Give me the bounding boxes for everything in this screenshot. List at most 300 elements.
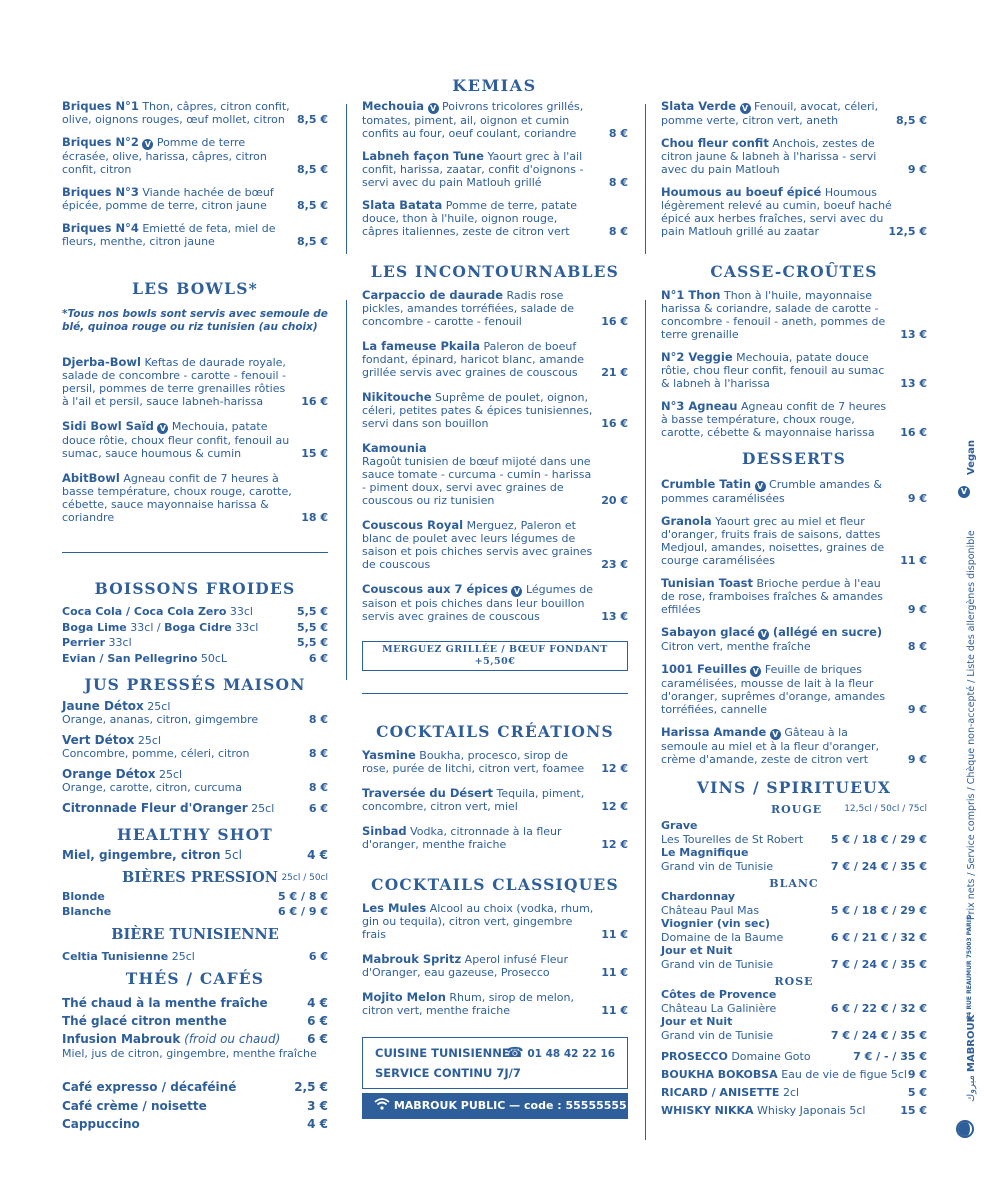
tea-row bbox=[62, 994, 328, 1012]
item-price: 8,5 € bbox=[297, 163, 328, 176]
juice-desc: Orange, ananas, citron, gimgembre bbox=[62, 713, 259, 726]
beer-price: 6 € / 9 € bbox=[278, 905, 328, 918]
wine-desc: Domaine de la Baume bbox=[661, 930, 784, 944]
menu-item bbox=[661, 100, 927, 127]
juice-size: 25cl bbox=[251, 802, 275, 815]
item-name: Granola bbox=[661, 514, 712, 528]
item-desc: Anchois, zestes de citron jaune & labneh à l'harissa - servi avec du pain Matlouh bbox=[661, 137, 877, 176]
item-desc: Alcool au choix (vodka, rhum, gin ou tequila), citron vert, gingembre frais bbox=[362, 902, 594, 941]
item-name: AbitBowl bbox=[62, 471, 120, 485]
desserts-title: DESSERTS bbox=[741, 449, 847, 468]
menu-item bbox=[62, 222, 328, 248]
menu-item bbox=[661, 137, 927, 176]
menu-item bbox=[661, 577, 927, 616]
wine-item bbox=[661, 890, 927, 917]
juice-size: 25cl bbox=[159, 768, 183, 781]
juice-price: 6 € bbox=[308, 802, 328, 815]
healthy-row bbox=[62, 848, 328, 864]
wine-item bbox=[661, 819, 927, 846]
item-desc: Tequila, piment, concombre, citron vert, miel bbox=[362, 787, 585, 813]
wine-desc: Grand vin de Tunisie bbox=[661, 859, 774, 873]
item-price: 11 € bbox=[900, 554, 927, 567]
beer-row bbox=[62, 889, 328, 905]
vegan-icon: V bbox=[755, 481, 766, 492]
item-desc: Vodka, citronnade à la fleur d'oranger, menthe fraiche bbox=[362, 825, 562, 851]
wine-price: 6 € / 21 € / 32 € bbox=[830, 930, 927, 944]
item-desc: Ragoût tunisien de bœuf mijoté dans une sauce tomate - curcuma - cumin - harissa - piment doux, servi avec graines de couscous ou riz tunisien bbox=[362, 455, 592, 507]
item-name: Sinbad bbox=[362, 824, 407, 838]
vegan-icon: V bbox=[758, 629, 769, 640]
wine-name: Jour et Nuit bbox=[661, 1015, 733, 1028]
item-name: Chou fleur confit bbox=[661, 136, 769, 150]
item-price: 16 € bbox=[301, 395, 328, 408]
drink-size: 33cl / bbox=[126, 620, 165, 634]
juice-desc: Concombre, pomme, céleri, citron bbox=[62, 747, 250, 760]
item-price: 15 € bbox=[301, 447, 328, 460]
column-right bbox=[661, 100, 927, 1120]
wine-desc: Les Tourelles de St Robert bbox=[661, 832, 804, 846]
juice-name: Vert Détox bbox=[62, 733, 135, 747]
item-name: N°3 Agneau bbox=[661, 399, 738, 413]
drink-name: Boga Cidre bbox=[164, 620, 232, 634]
spirit-name: BOUKHA BOKOBSA bbox=[661, 1068, 778, 1081]
wine-name: Grave bbox=[661, 819, 698, 832]
item-price: 8 € bbox=[907, 640, 927, 653]
item-name: La fameuse Pkaila bbox=[362, 339, 480, 353]
menu-item bbox=[661, 726, 927, 766]
item-price: 9 € bbox=[907, 163, 927, 176]
tea-row bbox=[62, 1030, 328, 1060]
casse-title: CASSE-CROÛTES bbox=[710, 262, 878, 281]
item-desc: Thon à l'huile, mayonnaise harissa & coriandre, salade de carotte - concombre - fenouil - aneth, pommes de terre grenaille bbox=[661, 289, 886, 341]
juice-name: Jaune Détox bbox=[62, 699, 144, 713]
supplement-line2: +5,50€ bbox=[474, 656, 516, 667]
item-desc: Mechouia, patate douce rôtie, chou fleur confit, fenouil au sumac & labneh à l'harissa bbox=[661, 351, 885, 390]
tea-name: Thé chaud à la menthe fraîche bbox=[62, 996, 268, 1010]
cocktails-creations-title: COCKTAILS CRÉATIONS bbox=[376, 722, 614, 741]
wifi-icon bbox=[374, 1099, 394, 1112]
tea-row bbox=[62, 1012, 328, 1030]
menu-item bbox=[362, 199, 628, 238]
item-name-extra: (allégé en sucre) bbox=[772, 625, 883, 639]
item-price: 12 € bbox=[601, 762, 628, 775]
menu-item bbox=[661, 400, 927, 439]
wifi-bar bbox=[362, 1093, 628, 1119]
item-name: Sabayon glacé bbox=[661, 625, 755, 639]
vegan-legend bbox=[958, 478, 970, 498]
item-price: 8 € bbox=[608, 127, 628, 140]
column-divider bbox=[645, 300, 646, 1140]
wine-item bbox=[661, 917, 927, 944]
divider bbox=[62, 552, 328, 553]
thes-title: THÉS / CAFÉS bbox=[125, 969, 265, 988]
coffee-row bbox=[62, 1097, 328, 1116]
juice-name: Orange Détox bbox=[62, 767, 156, 781]
item-price: 8 € bbox=[608, 176, 628, 189]
spirit-name: RICARD / ANISETTE bbox=[661, 1086, 780, 1099]
tea-price: 4 € bbox=[307, 996, 328, 1010]
tea-desc: Miel, jus de citron, gingembre, menthe fraîche bbox=[62, 1047, 317, 1060]
spirit-desc: Whisky Japonais 5cl bbox=[757, 1104, 866, 1117]
bieres-sizes: 25cl / 50cl bbox=[281, 872, 328, 883]
boissons-list bbox=[62, 604, 328, 666]
menu-item bbox=[661, 186, 927, 238]
info-phone-wrap bbox=[506, 1043, 615, 1064]
menu-item bbox=[362, 787, 628, 813]
menu-item bbox=[62, 472, 328, 524]
item-desc: Boukha, procesco, sirop de rose, purée de litchi, citron vert, foamee bbox=[362, 749, 585, 775]
menu-item bbox=[62, 356, 328, 408]
drink-price: 5,5 € bbox=[297, 636, 328, 649]
item-desc: Brioche perdue à l'eau de rose, framboises fraîches & amandes effilées bbox=[661, 577, 884, 616]
column-divider bbox=[346, 104, 347, 254]
item-desc: Agneau confit de 7 heures à basse température, choux rouge, carotte, cébette & mayonnaise harissa bbox=[661, 400, 887, 439]
drink-name: Coca Cola / Coca Cola Zero bbox=[62, 605, 227, 618]
item-price: 9 € bbox=[907, 703, 927, 716]
item-desc: Poivrons tricolores grillés, tomates, piment, ail, oignon et cumin confits au four, oeuf coulant, coriandre bbox=[362, 100, 584, 140]
drink-row bbox=[62, 604, 328, 620]
info-service: SERVICE CONTINU 7J/7 bbox=[375, 1066, 521, 1080]
spirit-price: 9 € bbox=[907, 1068, 927, 1081]
bowls-note: *Tous nos bowls sont servis avec semoule de blé, quinoa rouge ou riz tunisien (au choix) bbox=[62, 308, 328, 333]
beer-name: Blonde bbox=[62, 889, 105, 903]
item-name: Mabrouk Spritz bbox=[362, 952, 462, 966]
coffee-name: Cappuccino bbox=[62, 1117, 140, 1131]
item-name: Slata Batata bbox=[362, 198, 443, 212]
wine-item bbox=[661, 1015, 927, 1042]
item-name: Traversée du Désert bbox=[362, 786, 494, 800]
item-desc: Aperol infusé Fleur d'Oranger, eau gazeuse, Prosecco bbox=[362, 953, 569, 979]
item-price: 12 € bbox=[601, 800, 628, 813]
item-name: Mechouia bbox=[362, 99, 425, 113]
wine-name: Côtes de Provence bbox=[661, 988, 777, 1001]
juice-price: 8 € bbox=[308, 781, 328, 794]
menu-item bbox=[661, 626, 927, 653]
vegan-icon: V bbox=[157, 423, 168, 434]
rouge-header bbox=[661, 803, 927, 819]
menu-item bbox=[362, 289, 628, 328]
item-price: 9 € bbox=[907, 753, 927, 766]
item-price: 11 € bbox=[601, 1004, 628, 1017]
kemias-title: KEMIAS bbox=[452, 76, 537, 95]
menu-item bbox=[362, 100, 628, 140]
brand-arabic: مبروك bbox=[966, 1075, 977, 1102]
wine-name: Chardonnay bbox=[661, 890, 736, 903]
menu-item bbox=[362, 391, 628, 430]
divider bbox=[362, 693, 628, 694]
wine-price: 5 € / 18 € / 29 € bbox=[830, 832, 927, 846]
item-price: 8,5 € bbox=[297, 199, 328, 212]
beer-name: Blanche bbox=[62, 905, 112, 918]
item-name: Slata Verde bbox=[661, 99, 737, 113]
healthy-name: Miel, gingembre, citron bbox=[62, 848, 221, 862]
item-desc: Merguez, Paleron et blanc de poulet avec leurs légumes de saison et pois chiches servis avec graines de couscous bbox=[362, 519, 593, 571]
menu-item bbox=[362, 825, 628, 851]
celtia-size: 25cl bbox=[171, 949, 195, 963]
jus-title: JUS PRESSÉS MAISON bbox=[84, 675, 306, 694]
menu-item bbox=[661, 515, 927, 567]
spirits-list bbox=[661, 1048, 927, 1120]
item-name: 1001 Feuilles bbox=[661, 662, 747, 676]
item-name: Kamounia bbox=[362, 441, 427, 455]
juice-price: 8 € bbox=[308, 747, 328, 760]
menu-item bbox=[362, 150, 628, 189]
item-price: 23 € bbox=[601, 558, 628, 571]
bieres-header bbox=[62, 867, 328, 889]
wine-item bbox=[661, 944, 927, 971]
item-desc: Gâteau à la semoule au miel et à la fleur d'oranger, crème d'amande, zeste de citron vert bbox=[661, 726, 880, 766]
item-desc: Fenouil, avocat, céleri, pomme verte, citron vert, aneth bbox=[661, 100, 879, 127]
item-price: 16 € bbox=[601, 315, 628, 328]
juice-item bbox=[62, 700, 328, 726]
spirit-name: WHISKY NIKKA bbox=[661, 1104, 754, 1117]
wine-desc: Château La Galinière bbox=[661, 1001, 777, 1015]
menu-item bbox=[661, 289, 927, 341]
menu-item bbox=[62, 100, 328, 126]
spirit-row bbox=[661, 1084, 927, 1102]
drink-name: Evian / San Pellegrino bbox=[62, 651, 198, 665]
column-divider bbox=[645, 104, 646, 254]
drink-size: 33cl bbox=[105, 636, 132, 649]
juice-name: Citronnade Fleur d'Oranger bbox=[62, 801, 248, 815]
item-price: 8,5 € bbox=[896, 114, 927, 127]
item-name: Briques N°3 bbox=[62, 185, 139, 199]
item-name: Briques N°1 bbox=[62, 99, 139, 113]
kemias-list-right bbox=[661, 100, 927, 238]
menu-item bbox=[62, 420, 328, 460]
spirit-price: 15 € bbox=[900, 1104, 927, 1117]
drink-price: 5,5 € bbox=[297, 605, 328, 618]
wine-name: Viognier (vin sec) bbox=[661, 917, 771, 930]
menu-item bbox=[362, 902, 628, 941]
coffee-price: 3 € bbox=[307, 1098, 328, 1113]
kemias-list-left bbox=[62, 100, 328, 248]
tea-price: 6 € bbox=[307, 1014, 328, 1028]
brand-text: MABROUK bbox=[966, 1014, 977, 1072]
celtia-row bbox=[62, 949, 328, 965]
item-desc: Yaourt grec au miel et fleur d'oranger, fruits frais de saisons, dattes Medjoul, amandes, noisettes, graines de courge caramélisées bbox=[661, 515, 885, 567]
rose-list bbox=[661, 988, 927, 1042]
spirit-price: 7 € / - / 35 € bbox=[853, 1050, 927, 1063]
item-price: 9 € bbox=[907, 492, 927, 505]
menu-item bbox=[62, 136, 328, 176]
celtia-name: Celtia Tunisienne bbox=[62, 949, 169, 963]
item-price: 8 € bbox=[608, 225, 628, 238]
item-name: Crumble Tatin bbox=[661, 477, 752, 491]
menu-item bbox=[62, 186, 328, 212]
coffee-row bbox=[62, 1115, 328, 1134]
wine-price: 7 € / 24 € / 35 € bbox=[830, 1028, 927, 1042]
wine-price: 7 € / 24 € / 35 € bbox=[830, 859, 927, 873]
item-desc: Thon, câpres, citron confit, olive, oignons rouges, œuf mollet, citron bbox=[62, 100, 290, 126]
item-name: Yasmine bbox=[362, 748, 416, 762]
info-cuisine: CUISINE TUNISIENNE bbox=[375, 1046, 510, 1060]
legal-text: Prix nets / Service compris / Chèque non-accepté / Liste des allergènes disponible bbox=[966, 530, 977, 920]
spirit-desc: Eau de vie de figue 5cl bbox=[781, 1068, 907, 1081]
item-desc: Suprême de poulet, oignon, céleri, petites pates & épices tunisiennes, servi dans son bouillon bbox=[362, 391, 593, 430]
boissons-title: BOISSONS FROIDES bbox=[94, 579, 296, 598]
vegan-icon: V bbox=[142, 139, 153, 150]
item-name: Houmous au boeuf épicé bbox=[661, 185, 822, 199]
wine-desc: Grand vin de Tunisie bbox=[661, 1028, 774, 1042]
cocktails-creations-list bbox=[362, 749, 628, 851]
item-price: 13 € bbox=[601, 610, 628, 623]
item-price: 8,5 € bbox=[297, 235, 328, 248]
spirit-row bbox=[661, 1102, 927, 1120]
rouge-list bbox=[661, 819, 927, 873]
item-desc: Paleron de boeuf fondant, épinard, haricot blanc, amande grillée servis avec graines de couscous bbox=[362, 340, 584, 379]
item-price: 20 € bbox=[601, 494, 628, 507]
supplement-line1: MERGUEZ GRILLÉE / BŒUF FONDANT bbox=[382, 644, 608, 655]
item-name: Mojito Melon bbox=[362, 990, 446, 1004]
item-desc: Légumes de saison et pois chiches dans leur bouillon servis avec graines de couscous bbox=[362, 583, 594, 623]
juice-size: 25cl bbox=[137, 734, 162, 747]
juice-item bbox=[62, 768, 328, 794]
item-price: 11 € bbox=[601, 966, 628, 979]
incontournables-title: LES INCONTOURNABLES bbox=[370, 262, 620, 281]
bowls-title: LES BOWLS* bbox=[132, 279, 258, 298]
wine-sizes: 12,5cl / 50cl / 75cl bbox=[844, 804, 927, 814]
juice-item bbox=[62, 734, 328, 760]
brand-logo-icon bbox=[956, 1120, 974, 1138]
vins-title: VINS / SPIRITUEUX bbox=[696, 778, 892, 797]
wine-item bbox=[661, 846, 927, 873]
vegan-icon: V bbox=[428, 103, 439, 114]
thes-list bbox=[62, 994, 328, 1060]
item-name: Tunisian Toast bbox=[661, 576, 753, 590]
item-price: 13 € bbox=[900, 328, 927, 341]
drink-name: Boga Lime bbox=[62, 620, 127, 634]
rose-title: ROSE bbox=[774, 975, 814, 988]
spirit-desc: 2cl bbox=[782, 1086, 800, 1099]
menu-item bbox=[362, 583, 628, 623]
drink-price: 6 € bbox=[308, 651, 328, 665]
item-name: Briques N°4 bbox=[62, 221, 139, 235]
tea-price: 6 € bbox=[307, 1032, 328, 1046]
coffee-price: 4 € bbox=[307, 1117, 328, 1131]
menu-item bbox=[362, 749, 628, 775]
item-name: Les Mules bbox=[362, 901, 427, 915]
item-name: Nikitouche bbox=[362, 390, 432, 404]
menu-item bbox=[661, 478, 927, 505]
juice-price: 8 € bbox=[308, 713, 328, 726]
spirit-price: 5 € bbox=[907, 1086, 927, 1099]
column-left bbox=[62, 100, 328, 1134]
coffee-name: Café crème / noisette bbox=[62, 1098, 207, 1113]
tea-extra: (froid ou chaud) bbox=[184, 1032, 281, 1046]
spirit-row bbox=[661, 1048, 927, 1066]
coffee-price: 2,5 € bbox=[294, 1080, 328, 1094]
healthy-size: 5cl bbox=[224, 848, 242, 862]
healthy-price: 4 € bbox=[307, 848, 328, 862]
wine-name: Le Magnifique bbox=[661, 846, 749, 859]
drink-name: Perrier bbox=[62, 636, 106, 649]
menu-item bbox=[362, 953, 628, 979]
incontournables-list bbox=[362, 289, 628, 623]
vegan-icon: V bbox=[750, 666, 761, 677]
item-desc: Agneau confit de 7 heures à basse température, choux rouge, carotte, cébette, sauce mayonnaise harissa & coriandre bbox=[62, 472, 292, 524]
bowls-list bbox=[62, 356, 328, 524]
cocktails-classiques-list bbox=[362, 902, 628, 1017]
item-desc: Radis rose pickles, amandes torréfiées, salade de concombre - carotte - fenouil bbox=[362, 289, 575, 328]
drink-size: 33cl bbox=[226, 605, 253, 618]
vegan-icon: V bbox=[770, 729, 781, 740]
item-desc: Citron vert, menthe fraîche bbox=[661, 640, 811, 653]
bieres-list bbox=[62, 889, 328, 920]
menu-item bbox=[661, 663, 927, 716]
drink-price: 5,5 € bbox=[297, 620, 328, 634]
item-desc: Keftas de daurade royale, salade de concombre - carotte - fenouil - persil, pommes de terre grenailles rôties à l'ail et persil, sauce labneh-harissa bbox=[62, 356, 287, 408]
phone-icon: ☎ bbox=[506, 1045, 524, 1061]
item-desc: Crumble amandes & pommes caramélisées bbox=[661, 478, 882, 505]
item-price: 18 € bbox=[301, 511, 328, 524]
item-name: N°1 Thon bbox=[661, 288, 721, 302]
info-box bbox=[362, 1037, 628, 1089]
item-desc: Pomme de terre écrasée, olive, harissa, câpres, citron confit, citron bbox=[62, 136, 267, 176]
tea-name: Thé glacé citron menthe bbox=[62, 1014, 227, 1028]
item-price: 8,5 € bbox=[297, 113, 328, 126]
cocktails-classiques-title: COCKTAILS CLASSIQUES bbox=[371, 875, 619, 894]
column-divider bbox=[346, 300, 347, 680]
item-name: Couscous aux 7 épices bbox=[362, 582, 508, 596]
biere-tunisienne-title: BIÈRE TUNISIENNE bbox=[111, 925, 279, 943]
item-price: 13 € bbox=[900, 377, 927, 390]
drink-row bbox=[62, 651, 328, 667]
column-middle bbox=[362, 100, 628, 1119]
juice-desc: Orange, carotte, citron, curcuma bbox=[62, 781, 242, 794]
item-price: 9 € bbox=[907, 603, 927, 616]
item-price: 16 € bbox=[900, 426, 927, 439]
drink-size: 33cl bbox=[231, 620, 259, 634]
item-name: Sidi Bowl Saïd bbox=[62, 419, 154, 433]
vegan-label: Vegan bbox=[966, 440, 977, 475]
item-desc: Houmous légèrement relevé au cumin, boeuf haché épicé aux herbes fraîches, servi avec du pain Matlouh grillé au zaatar bbox=[661, 186, 892, 238]
item-desc: Pomme de terre, patate douce, thon à l'huile, oignon rouge, câpres italiennes, zeste de citron vert bbox=[362, 199, 578, 238]
address-text: 64 RUE REAUMUR 75003 PARIS bbox=[966, 915, 973, 1020]
wine-name: Jour et Nuit bbox=[661, 944, 733, 957]
bieres-title: BIÈRES PRESSION bbox=[122, 868, 279, 886]
spirit-row bbox=[661, 1066, 927, 1084]
item-desc: Mechouia, patate douce rôtie, choux fleur confit, fenouil au sumac, sauce houmous & cumin bbox=[62, 420, 290, 460]
wine-price: 6 € / 22 € / 32 € bbox=[830, 1001, 927, 1015]
item-desc: Rhum, sirop de melon, citron vert, menthe fraiche bbox=[362, 991, 574, 1017]
coffee-name: Café expresso / décaféiné bbox=[62, 1080, 237, 1094]
juice-item bbox=[62, 802, 328, 815]
phone-number: 01 48 42 22 16 bbox=[527, 1048, 615, 1060]
item-price: 21 € bbox=[601, 366, 628, 379]
spirit-desc: Domaine Goto bbox=[731, 1050, 811, 1063]
blanc-title: BLANC bbox=[769, 877, 819, 890]
beer-row bbox=[62, 904, 328, 920]
blanc-list bbox=[661, 890, 927, 971]
item-name: Briques N°2 bbox=[62, 135, 139, 149]
rouge-title: ROUGE bbox=[771, 803, 823, 816]
drink-size: 50cL bbox=[197, 651, 228, 665]
coffee-row bbox=[62, 1078, 328, 1097]
item-price: 16 € bbox=[601, 417, 628, 430]
wine-item bbox=[661, 988, 927, 1015]
celtia-price: 6 € bbox=[308, 949, 328, 963]
supplement-box bbox=[362, 641, 628, 671]
jus-list bbox=[62, 700, 328, 815]
item-price: 11 € bbox=[601, 928, 628, 941]
kemias-list-middle bbox=[362, 100, 628, 238]
juice-size: 25cl bbox=[147, 700, 171, 713]
item-name: Couscous Royal bbox=[362, 518, 464, 532]
healthy-title: HEALTHY SHOT bbox=[116, 825, 274, 844]
wine-price: 7 € / 24 € / 35 € bbox=[830, 957, 927, 971]
item-name: N°2 Veggie bbox=[661, 350, 733, 364]
